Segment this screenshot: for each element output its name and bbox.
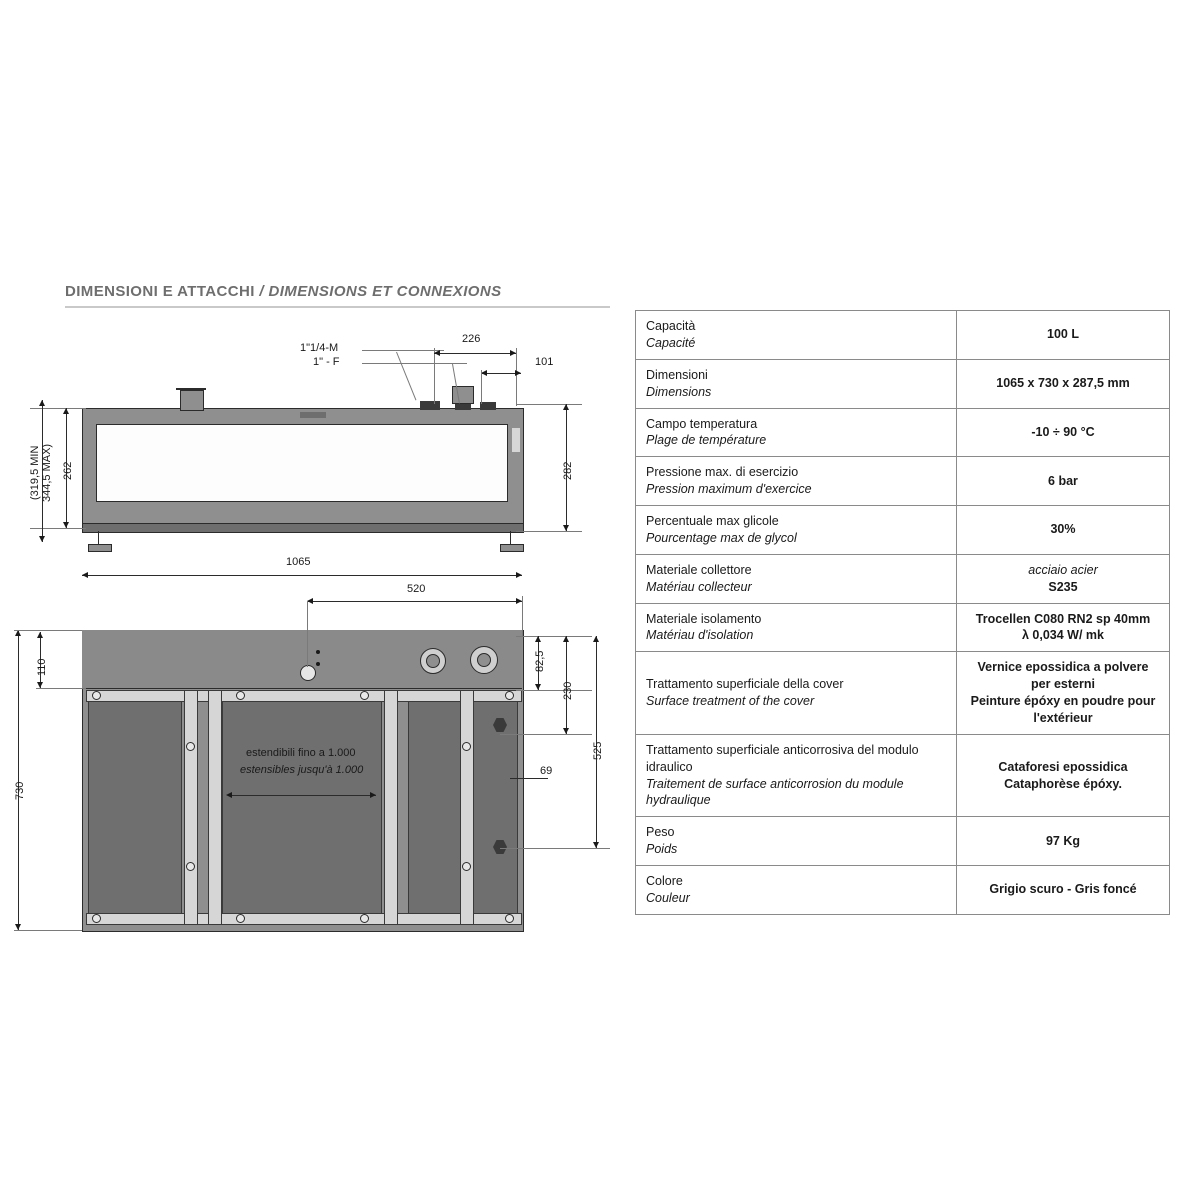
spec-key-it: Trattamento superficiale anticorrosiva del modulo idraulico <box>646 742 919 774</box>
side-view-foot-left <box>88 544 112 552</box>
foot-stem-right <box>510 531 511 544</box>
side-view-foot-right <box>500 544 524 552</box>
side-view-insulation <box>96 424 508 502</box>
top-view-dot-2 <box>316 662 320 666</box>
spec-value-line: 97 Kg <box>1045 833 1081 848</box>
dim-226-arrow-left <box>434 350 440 356</box>
top-view-bolt <box>462 862 471 871</box>
spec-key-it: Trattamento superficiale della cover <box>646 677 844 692</box>
top-view-bolt <box>92 914 101 923</box>
spec-key <box>636 359 957 408</box>
dim-262-arrow-down <box>63 522 69 528</box>
table-row <box>636 866 1170 915</box>
spec-key-fr: Pourcentage max de glycol <box>646 530 797 545</box>
spec-key <box>636 734 957 817</box>
foot-stem-left <box>98 531 99 544</box>
ext-520-left <box>307 601 308 667</box>
leader-1-14m-h <box>362 350 444 351</box>
spec-value <box>957 506 1170 555</box>
dim-825-text: 82,5 <box>534 650 546 672</box>
spec-value-line: S235 <box>1048 579 1078 594</box>
top-view-bolt <box>236 914 245 923</box>
spec-key <box>636 506 957 555</box>
top-view-cover-band <box>82 630 522 689</box>
spec-key-it: Dimensioni <box>646 367 708 382</box>
spec-key-fr: Dimensions <box>646 384 712 399</box>
dim-range-arrow-up <box>39 400 45 406</box>
note-extendable-arrow-left <box>226 792 232 798</box>
ext-282-top <box>516 404 582 405</box>
dim-110-arrow-up <box>37 632 43 638</box>
dim-282-text: 282 <box>562 461 574 480</box>
specifications-body <box>636 311 1170 915</box>
table-row <box>636 603 1170 652</box>
table-row <box>636 311 1170 360</box>
dim-226-text: 226 <box>462 333 481 345</box>
spec-value-line: Cataforesi epossidica <box>998 759 1128 774</box>
dim-101-text: 101 <box>535 356 554 368</box>
dim-262-text: 262 <box>62 461 74 480</box>
top-view-rail-bottom <box>86 913 522 925</box>
page-title-fr: / DIMENSIONS ET CONNEXIONS <box>259 283 502 300</box>
ext-730-top <box>14 630 82 631</box>
side-view-fitting <box>452 386 474 404</box>
spec-key-it: Pressione max. di esercizio <box>646 465 799 480</box>
note-extendable-arrow-right <box>370 792 376 798</box>
dim-282-arrow-down <box>563 525 569 531</box>
spec-value-line: 6 bar <box>1048 473 1078 488</box>
ext-730-bot <box>14 930 82 931</box>
page-title-it: DIMENSIONI E ATTACCHI <box>65 283 255 300</box>
dim-230-arrow-up <box>563 636 569 642</box>
dim-1065-text: 1065 <box>286 556 311 568</box>
spec-value-line: 1065 x 730 x 287,5 mm <box>996 376 1130 391</box>
callout-1-14-m: 1"1/4-M <box>300 342 339 354</box>
spec-key <box>636 866 957 915</box>
side-view-stub-left-cap <box>176 388 206 390</box>
side-view-base <box>82 523 524 533</box>
ext-282-bot <box>516 531 582 532</box>
dim-730-text: 730 <box>14 781 26 800</box>
top-view-bolt <box>505 914 514 923</box>
dim-520-line <box>307 601 522 602</box>
specifications-table <box>635 310 1170 915</box>
table-row <box>636 554 1170 603</box>
top-view-bolt <box>92 691 101 700</box>
ext-110-bot <box>36 688 86 689</box>
top-view-port-large-2-inner <box>477 653 491 667</box>
side-view-small-rib <box>300 412 326 418</box>
spec-value-line: 100 L <box>1047 327 1079 342</box>
top-view-bolt <box>186 862 195 871</box>
spec-key <box>636 603 957 652</box>
ext-525-bot <box>500 848 610 849</box>
spec-key <box>636 817 957 866</box>
spec-key-fr: Surface treatment of the cover <box>646 694 815 708</box>
spec-key-fr: Matériau collecteur <box>646 579 752 594</box>
top-view-panel-center <box>222 695 382 919</box>
side-view-port-a <box>420 401 440 410</box>
spec-key-it: Peso <box>646 825 675 840</box>
spec-key-it: Colore <box>646 874 683 888</box>
spec-key <box>636 408 957 457</box>
top-view-sensor-port <box>300 665 316 681</box>
spec-key-fr: Matériau d'isolation <box>646 628 754 643</box>
dim-226-line <box>434 353 516 354</box>
spec-key-it: Campo temperatura <box>646 416 758 431</box>
dim-69-text: 69 <box>540 765 553 777</box>
dim-110-text: 110 <box>36 658 48 676</box>
spec-key-it: Materiale isolamento <box>646 611 762 626</box>
spec-key <box>636 554 957 603</box>
ext-226-right <box>516 348 517 406</box>
note-extendable-arrow-line <box>228 795 376 796</box>
top-view-bolt <box>505 691 514 700</box>
side-view-port-c <box>480 402 496 410</box>
dim-825-arrow-up <box>535 636 541 642</box>
side-view-stub-left <box>180 390 204 411</box>
dim-730-line <box>18 630 19 930</box>
dim-101-arrow-right <box>515 370 521 376</box>
spec-key-fr: Pression maximum d'exercice <box>646 482 812 497</box>
spec-key <box>636 652 957 735</box>
spec-value-line: -10 ÷ 90 °C <box>1031 424 1095 439</box>
spec-key-it: Materiale collettore <box>646 562 752 577</box>
ext-262-bot <box>30 528 86 529</box>
dim-262-arrow-up <box>63 408 69 414</box>
dim-525-text: 525 <box>592 741 604 760</box>
spec-value <box>957 734 1170 817</box>
spec-value-line: Cataphorèse épóxy. <box>1004 776 1122 791</box>
spec-key <box>636 457 957 506</box>
leader-1-14m-diag <box>396 352 416 401</box>
dim-520-text: 520 <box>407 583 426 595</box>
spec-value <box>957 866 1170 915</box>
callout-1-f: 1" - F <box>313 356 340 368</box>
top-view-bolt <box>462 742 471 751</box>
dim-range-max-text: 344,5 MAX) <box>41 443 53 502</box>
spec-value <box>957 652 1170 735</box>
dim-1065-arrow-left <box>82 572 88 578</box>
dim-230-text: 230 <box>562 681 574 700</box>
spec-key-it: Capacità <box>646 319 696 333</box>
dim-282-arrow-up <box>563 404 569 410</box>
table-row <box>636 817 1170 866</box>
top-view-bolt <box>360 914 369 923</box>
spec-value-line: 30% <box>1050 522 1076 537</box>
spec-value-line: Peinture épóxy en poudre pour <box>970 694 1156 708</box>
ext-226-left <box>434 348 435 404</box>
spec-value <box>957 311 1170 360</box>
ext-825-bot <box>516 690 592 691</box>
spec-value-line: l'extérieur <box>1033 710 1093 725</box>
dim-69-line <box>510 778 548 779</box>
dim-1065-line <box>82 575 522 576</box>
top-view-rail-v3 <box>384 690 398 925</box>
top-view-bolt <box>360 691 369 700</box>
side-view-right-tab <box>512 428 520 452</box>
note-extendable-fr: estensibles jusqu'à 1.000 <box>240 764 364 776</box>
spec-value <box>957 817 1170 866</box>
top-view-rail-top <box>86 690 522 702</box>
spec-value-line: Trocellen C080 RN2 sp 40mm <box>975 611 1151 626</box>
table-row <box>636 457 1170 506</box>
ext-101-left <box>481 370 482 404</box>
table-row <box>636 359 1170 408</box>
spec-key-fr: Couleur <box>646 890 690 905</box>
spec-value-line: Grigio scuro - Gris foncé <box>989 882 1137 897</box>
top-view-port-large-1-inner <box>426 654 440 668</box>
spec-key-fr: Traitement de surface anticorrosion du module hydraulique <box>646 776 904 808</box>
top-view-rail-v2 <box>208 690 222 925</box>
spec-value <box>957 408 1170 457</box>
table-row <box>636 734 1170 817</box>
spec-key-fr: Poids <box>646 842 678 857</box>
table-row <box>636 408 1170 457</box>
spec-value <box>957 457 1170 506</box>
ext-262-top <box>30 408 86 409</box>
top-view-rail-v1 <box>184 690 198 925</box>
top-view-dot-1 <box>316 650 320 654</box>
spec-key-it: Percentuale max glicole <box>646 514 779 528</box>
dim-1065-arrow-right <box>516 572 522 578</box>
note-extendable-it: estendibili fino a 1.000 <box>246 747 356 759</box>
top-view-rail-v4 <box>460 690 474 925</box>
ext-230-bot <box>500 734 592 735</box>
dim-525-arrow-up <box>593 636 599 642</box>
top-view-panel-left <box>88 695 182 919</box>
spec-value <box>957 603 1170 652</box>
dim-range-arrow-down <box>39 536 45 542</box>
spec-key-fr: Capacité <box>646 335 696 350</box>
table-row <box>636 506 1170 555</box>
spec-value-line: acciaio acier <box>1028 562 1098 577</box>
spec-value-line: λ 0,034 W/ mk <box>1022 628 1104 643</box>
spec-key <box>636 311 957 360</box>
top-view-bolt <box>236 691 245 700</box>
ext-520-right <box>522 596 523 636</box>
table-row <box>636 652 1170 735</box>
top-view-bolt <box>186 742 195 751</box>
spec-value-line: Vernice epossidica a polvere per esterni <box>977 660 1149 692</box>
ext-825-top <box>516 636 592 637</box>
spec-key-fr: Plage de température <box>646 433 767 448</box>
dim-range-min-text: (319,5 MIN <box>29 445 41 500</box>
spec-value <box>957 359 1170 408</box>
dim-226-arrow-right <box>510 350 516 356</box>
dim-825-arrow-down <box>535 684 541 690</box>
spec-value <box>957 554 1170 603</box>
